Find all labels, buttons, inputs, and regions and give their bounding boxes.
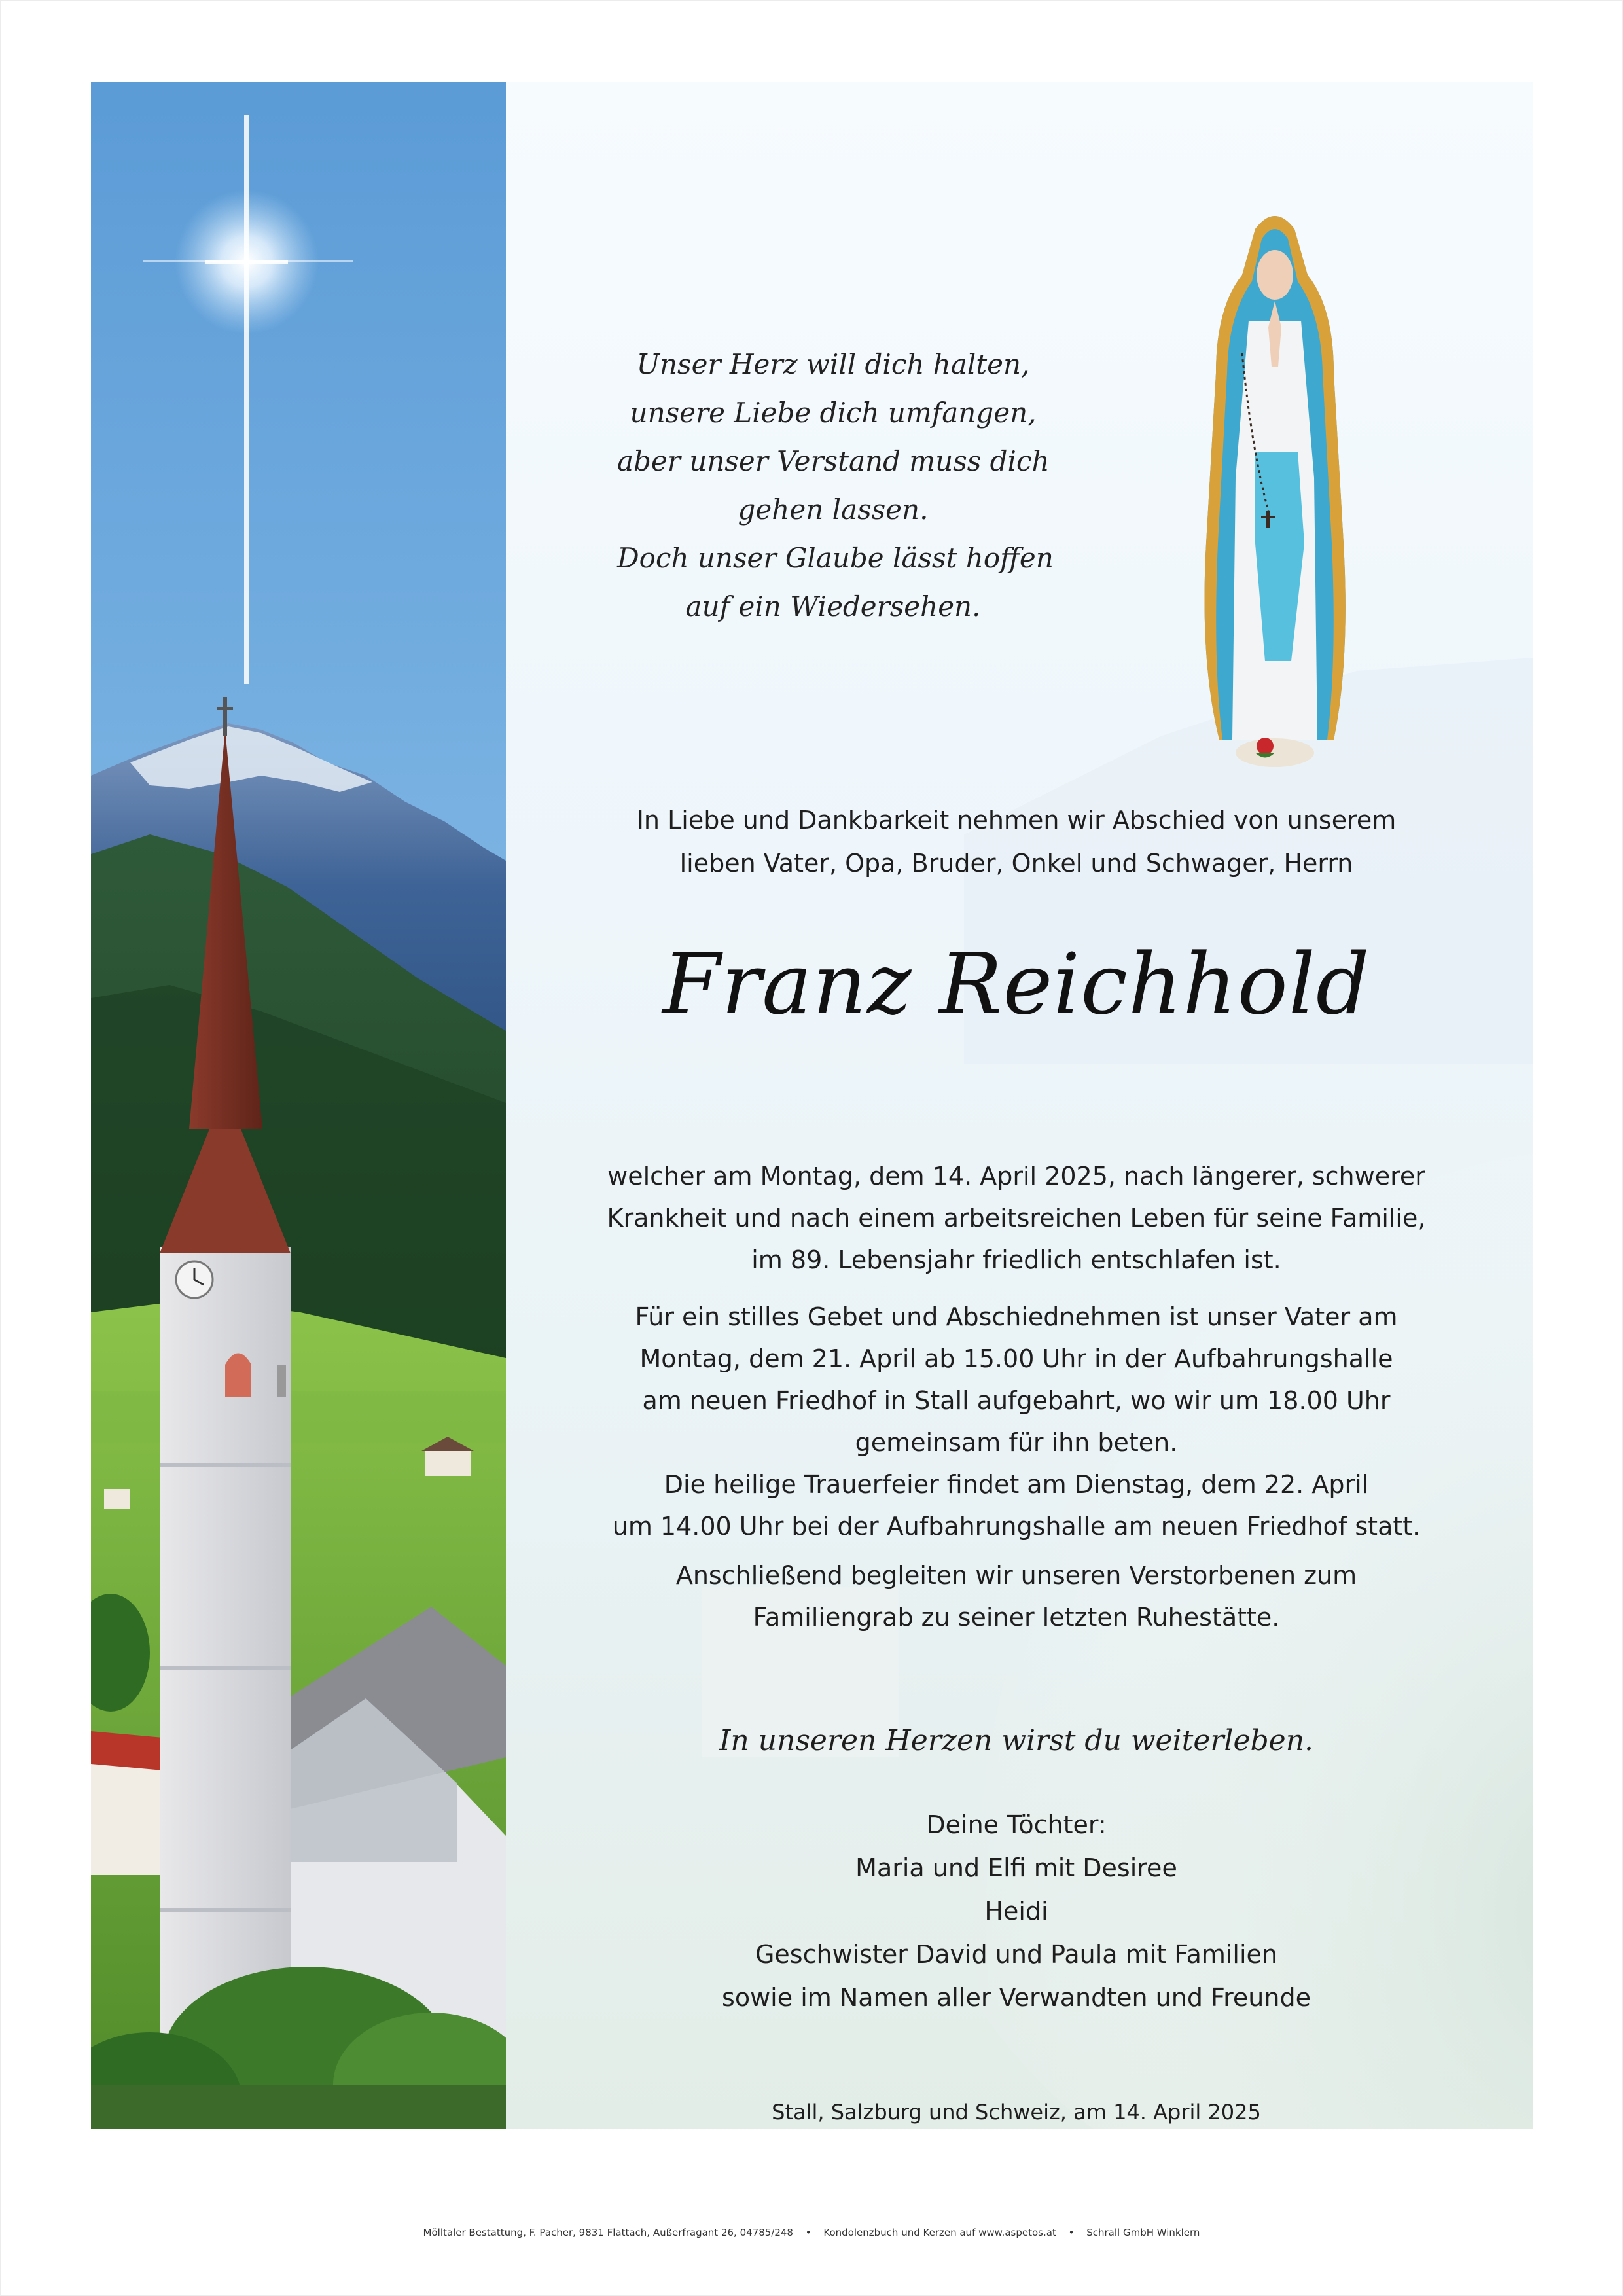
church-landscape-image	[91, 82, 506, 2129]
footer-undertaker: Mölltaler Bestattung, F. Pacher, 9831 Flattach, Außerfragant 26, 04785/248	[423, 2227, 793, 2238]
intro-text	[571, 798, 1461, 885]
funeral-line: Montag, dem 21. April ab 15.00 Uhr in der Aufbahrungshalle	[639, 1344, 1393, 1373]
burial-line: Anschließend begleiten wir unseren Verstorbenen zum	[675, 1561, 1357, 1590]
death-notice	[558, 1155, 1474, 1281]
notice-line: welcher am Montag, dem 14. April 2025, nach längerer, schwerer	[607, 1162, 1425, 1191]
mourner-line: Geschwister David und Paula mit Familien	[755, 1940, 1278, 1969]
poem-line: auf ein Wiedersehen.	[685, 590, 981, 622]
funeral-info	[558, 1296, 1474, 1547]
mourner-line: Heidi	[984, 1897, 1048, 1926]
burial-info	[558, 1554, 1474, 1638]
intro-line: In Liebe und Dankbarkeit nehmen wir Abschied von unserem	[636, 806, 1397, 834]
funeral-line: am neuen Friedhof in Stall aufgebahrt, wo wir um 18.00 Uhr	[642, 1386, 1391, 1415]
notice-panel	[506, 82, 1533, 2129]
place-date: Stall, Salzburg und Schweiz, am 14. April 2025	[772, 2100, 1261, 2125]
funeral-line: Für ein stilles Gebet und Abschiednehmen ist unser Vater am	[635, 1302, 1398, 1331]
notice-line: Krankheit und nach einem arbeitsreichen Leben für seine Familie,	[607, 1204, 1426, 1232]
motto: In unseren Herzen wirst du weiterleben.	[719, 1724, 1314, 1757]
mourner-line: sowie im Namen aller Verwandten und Freunde	[722, 1983, 1311, 2012]
footer-condolence: Kondolenzbuch und Kerzen auf www.aspetos.at	[823, 2227, 1056, 2238]
mourner-line: Deine Töchter:	[926, 1810, 1107, 1839]
cross-vertical	[244, 115, 249, 684]
poem-line: Unser Herz will dich halten,	[636, 348, 1030, 380]
funeral-line: gemeinsam für ihn beten.	[855, 1428, 1178, 1457]
poem-line: gehen lassen.	[738, 493, 929, 526]
notice-line: im 89. Lebensjahr friedlich entschlafen ist.	[751, 1246, 1281, 1274]
intro-line: lieben Vater, Opa, Bruder, Onkel und Schwager, Herrn	[679, 849, 1353, 878]
poem-line: unsere Liebe dich umfangen,	[630, 397, 1037, 429]
footer-printer: Schrall GmbH Winklern	[1086, 2227, 1200, 2238]
deceased-name: Franz Reichhold	[662, 936, 1370, 1033]
funeral-line: um 14.00 Uhr bei der Aufbahrungshalle am neuen Friedhof statt.	[612, 1512, 1421, 1541]
footer-separator: •	[1068, 2227, 1075, 2238]
poem-line: aber unser Verstand muss dich	[617, 445, 1050, 477]
funeral-line: Die heilige Trauerfeier findet am Dienstag, dem 22. April	[664, 1470, 1369, 1499]
footer	[0, 2223, 1623, 2242]
mourner-line: Maria und Elfi mit Desiree	[855, 1854, 1177, 1882]
burial-line: Familiengrab zu seiner letzten Ruhestätte.	[753, 1603, 1280, 1632]
poem	[617, 340, 1054, 631]
poem-line: Doch unser Glaube lässt hoffen	[617, 542, 1054, 574]
footer-separator: •	[805, 2227, 812, 2238]
madonna-statue-image	[1193, 203, 1357, 789]
mourners-list	[571, 1803, 1461, 2019]
